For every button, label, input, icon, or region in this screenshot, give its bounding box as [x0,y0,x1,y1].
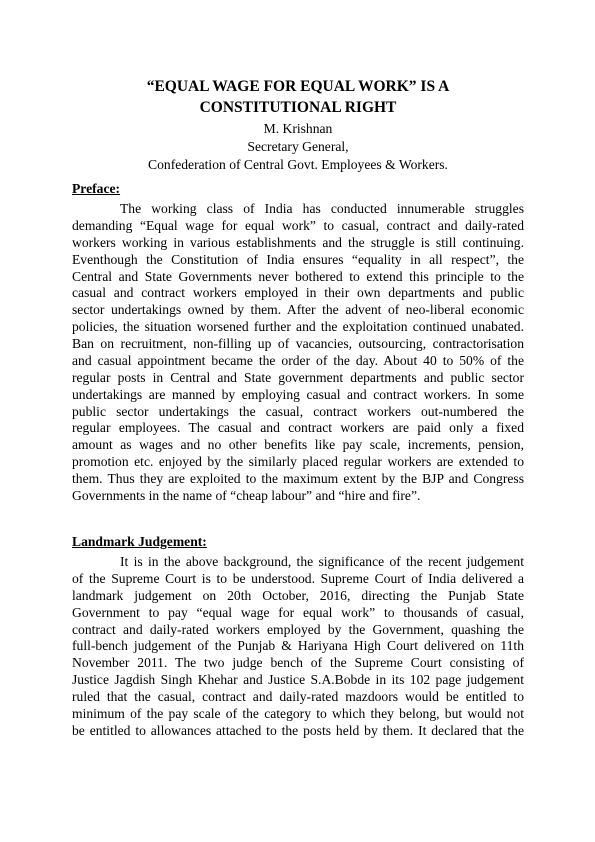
author-position: Secretary General, [247,139,349,154]
author-organization: Confederation of Central Govt. Employees & Workers. [148,157,448,172]
paragraph-line: them. Thus they are exploited to the maximum extent by the BJP and Congress [72,471,524,486]
paragraph-line: Governments in the name of “cheap labour” and “hire and fire”. [72,487,421,503]
paragraph-line: The working class of India has conducted innumerable struggles [120,201,524,216]
author-name: M. Krishnan [263,121,333,136]
paragraph-line: regular posts in Central and State government departments and public sector [72,369,524,385]
paragraph-line: amount as wages and no other benefits like pay scale, increments, pension, [72,437,524,453]
paragraph-line: Justice Jagdish Singh Khehar and Justice S.A.Bobde in its 102 page judgement [72,672,524,688]
paragraph-line: be entitled to allowances attached to the posts held by them. It declared that the [72,722,524,738]
document-title-line-2: CONSTITUTIONAL RIGHT [199,99,397,116]
paragraph-line: and casual appointment became the order of the day. About 40 to 50% of the [72,352,524,368]
paragraph-line: November 2011. The two judge bench of the Supreme Court consisting of [72,655,524,671]
preface-paragraph [72,201,524,505]
paragraph-line: Government to pay “equal wage for equal work” to thousands of casual, [72,604,524,620]
paragraph-line: policies, the situation worsened further and the exploitation continued unabated. [72,319,524,335]
paragraph-line: regular employees. The casual and contract workers are paid only a fixed [72,420,524,436]
paragraph-line: Ban on recruitment, non-filling up of vacancies, outsourcing, contractorisation [72,336,524,351]
paragraph-line: promotion etc. enjoyed by the similarly placed regular workers are extended to [72,454,524,470]
landmark-judgement-paragraph [72,554,524,740]
section-heading-landmark-judgement: Landmark Judgement: [72,534,207,549]
section-heading-preface: Preface: [72,181,121,196]
paragraph-line: sector undertakings owned by them. After the advent of neo-liberal economic [72,302,524,318]
paragraph-line: of the Supreme Court is to be understood. Supreme Court of India delivered a [72,570,524,586]
paragraph-line: Central and State Governments never bothered to extend this principle to the [72,268,524,284]
paragraph-line: demanding “Equal wage for equal work” to casual, contract and daily-rated [72,217,524,233]
paragraph-line: landmark judgement on 20th October, 2016, directing the Punjab State [72,587,524,603]
paragraph-line: ruled that the casual, contract and daily-rated mazdoors would be entitled to [72,689,524,704]
paragraph-line: minimum of the pay scale of the category to which they belong, but would not [72,705,524,721]
paragraph-line: It is in the above background, the significance of the recent judgement [120,554,524,569]
paragraph-line: workers working in various establishments and the struggle is still continuing. [72,234,524,250]
paragraph-line: Eventhough the Constitution of India ensures “equality in all respect”, the [72,251,524,267]
paragraph-line: contract and daily-rated workers employed by the Government, quashing the [72,621,524,637]
paragraph-line: full-bench judgement of the Punjab & Hariyana High Court delivered on 11th [72,638,524,654]
paragraph-line: undertakings are manned by employing casual and contract workers. In some [72,386,524,402]
paragraph-line: casual and contract workers employed in their own departments and public [72,285,524,301]
paragraph-line: public sector undertakings the casual, contract workers out-numbered the [72,403,524,419]
document-title-line-1: “EQUAL WAGE FOR EQUAL WORK” IS A [146,78,450,95]
